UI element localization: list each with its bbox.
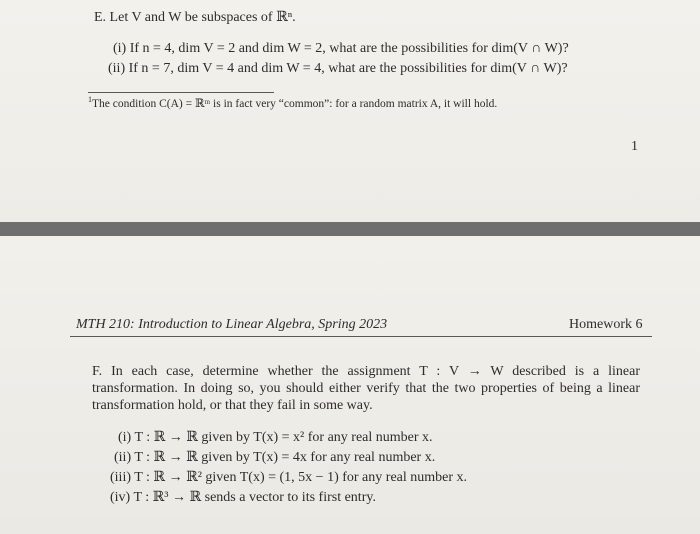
problem-f-item-iv: (iv) T : ℝ³ → ℝ sends a vector to its first entry.	[110, 490, 376, 505]
footnote-marker: 1	[88, 95, 93, 105]
problem-f-intro: F. In each case, determine whether the assignment T : V → W described is a linear transformation. In doing so, you should either verify that the two properties of being a linear transformation hold, or that they fail in some way.	[92, 364, 640, 413]
problem-e-item-ii: (ii) If n = 7, dim V = 4 and dim W = 4, what are the possibilities for dim(V ∩ W)?	[108, 61, 568, 76]
footnote-rule	[88, 92, 274, 93]
problem-f-item-iii: (iii) T : ℝ → ℝ² given T(x) = (1, 5x − 1) for any real number x.	[110, 470, 468, 485]
footnote	[88, 97, 497, 111]
problem-e-item-i: (i) If n = 4, dim V = 2 and dim W = 2, what are the possibilities for dim(V ∩ W)?	[113, 41, 569, 56]
footnote-text: The condition C(A) = ℝᵐ is in fact very “common”: for a random matrix A, it will hold.	[92, 98, 498, 110]
page-separator	[0, 222, 700, 236]
course-title: MTH 210: Introduction to Linear Algebra, Spring 2023	[76, 317, 388, 332]
problem-f-item-ii: (ii) T : ℝ → ℝ given by T(x) = 4x for any real number x.	[114, 450, 436, 465]
problem-f-item-i: (i) T : ℝ → ℝ given by T(x) = x² for any real number x.	[118, 430, 433, 445]
assignment-title: Homework 6	[569, 317, 643, 332]
header-rule	[70, 336, 652, 337]
page-number: 1	[631, 139, 638, 154]
page-top	[0, 0, 700, 222]
problem-e-heading: E. Let V and W be subspaces of ℝⁿ.	[94, 10, 296, 25]
